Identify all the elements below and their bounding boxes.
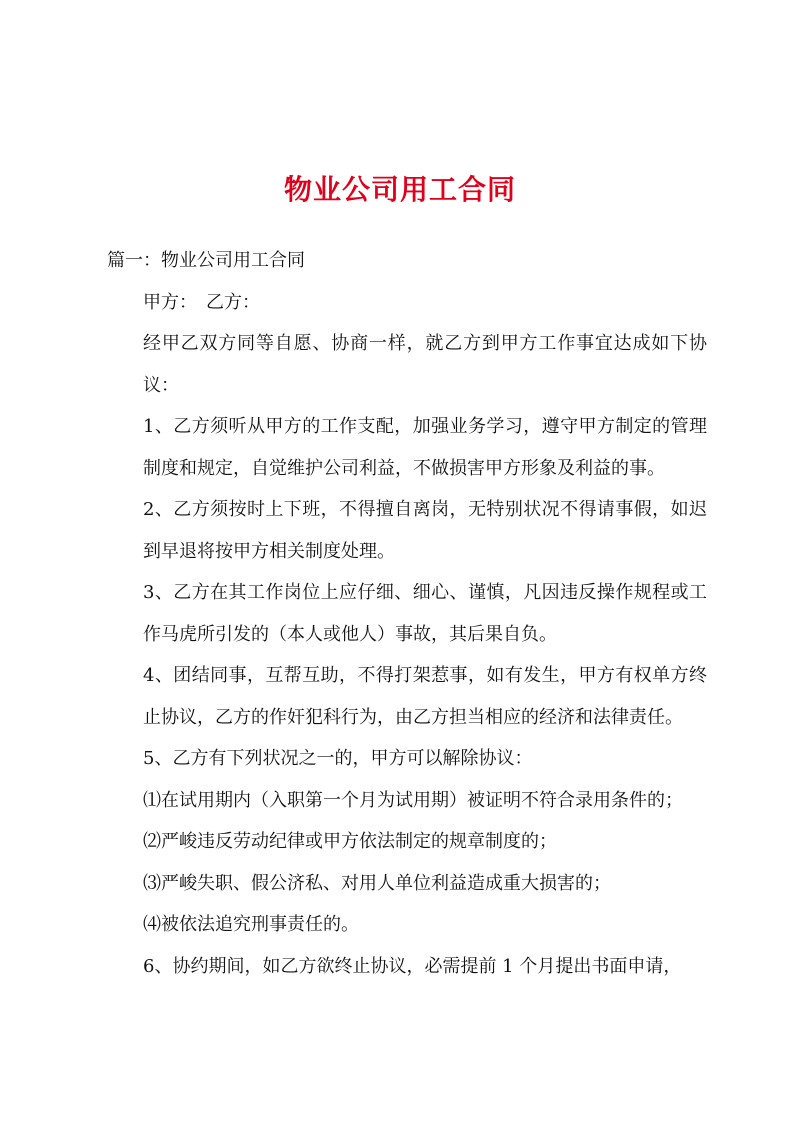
- intro-paragraph: 经甲乙双方同等自愿、协商一样，就乙方到甲方工作事宜达成如下协议：: [143, 333, 707, 396]
- parties-line: 甲方： 乙方：: [143, 291, 260, 313]
- document-title: 物业公司用工合同: [283, 173, 516, 206]
- clause-5-item: ⑴在试用期内（入职第一个月为试用期）被证明不符合录用条件的；: [143, 789, 683, 811]
- section-heading: 篇一：物业公司用工合同: [107, 250, 305, 271]
- clause-5: 5、乙方有下列状况之一的，甲方可以解除协议：: [143, 748, 533, 769]
- clause-3: 3、乙方在其工作岗位上应仔细、细心、谨慎，凡因违反操作规程或工作马虎所引发的（本人或他人）事故，其后果自负。: [143, 582, 707, 645]
- clause-2: 2、乙方须按时上下班，不得擅自离岗，无特别状况不得请事假，如迟到早退将按甲方相关制度处理。: [143, 499, 707, 562]
- clause-1: 1、乙方须听从甲方的工作支配，加强业务学习，遵守甲方制定的管理制度和规定，自觉维护公司利益，不做损害甲方形象及利益的事。: [143, 416, 707, 479]
- document-body: [107, 240, 707, 987]
- clause-6: 6、协约期间，如乙方欲终止协议，必需提前 1 个月提出书面申请，: [143, 955, 682, 977]
- clause-4: 4、团结同事，互帮互助，不得打架惹事，如有发生，甲方有权单方终止协议，乙方的作奸犯科行为，由乙方担当相应的经济和法律责任。: [143, 665, 707, 728]
- clause-5-item: ⑶严峻失职、假公济私、对用人单位利益造成重大损害的；: [143, 872, 611, 894]
- clause-5-item: ⑵严峻违反劳动纪律或甲方依法制定的规章制度的；: [143, 831, 557, 852]
- clause-5-item: ⑷被依法追究刑事责任的。: [143, 914, 359, 935]
